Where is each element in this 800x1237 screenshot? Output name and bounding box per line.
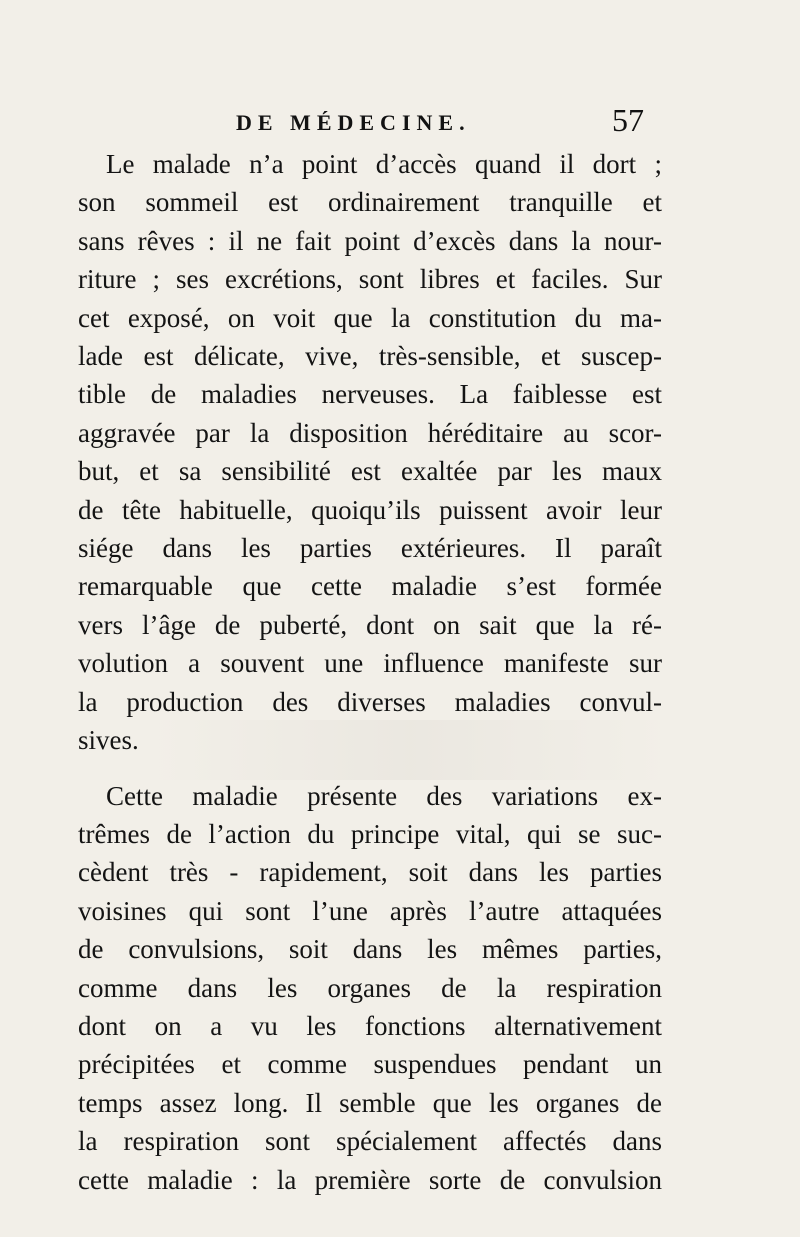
text-line: vers l’âge de puberté, dont on sait que la ré-	[78, 609, 662, 640]
text-line: de tête habituelle, quoiqu’ils puissent avoir leur	[78, 494, 662, 525]
text-line: remarquable que cette maladie s’est formée	[78, 571, 662, 602]
text-line: voisines qui sont l’une après l’autre attaquées	[78, 895, 662, 926]
text-line: sans rêves : il ne fait point d’excès dans la nour-	[78, 225, 662, 256]
page-number: 57	[612, 102, 644, 138]
text-line: comme dans les organes de la respiration	[78, 972, 662, 1003]
page-header	[0, 104, 800, 144]
text-line: Le malade n’a point d’accès quand il dort ;	[106, 149, 662, 179]
paragraph-1	[78, 145, 662, 760]
text-line: de convulsions, soit dans les mêmes parties,	[78, 934, 662, 965]
text-line: riture ; ses excrétions, sont libres et faciles. Sur	[78, 264, 662, 295]
text-line: cet exposé, on voit que la constitution du ma-	[78, 302, 662, 333]
body-text	[78, 145, 662, 1199]
text-line: lade est délicate, vive, très-sensible, et suscep-	[78, 341, 662, 372]
text-line: tible de maladies nerveuses. La faiblesse est	[78, 379, 662, 410]
text-line: précipitées et comme suspendues pendant un	[78, 1049, 662, 1080]
text-line: temps assez long. Il semble que les organes de	[78, 1087, 662, 1118]
text-line: but, et sa sensibilité est exaltée par les maux	[78, 456, 662, 487]
text-line: la production des diverses maladies convul-	[78, 686, 662, 717]
text-line: Cette maladie présente des variations ex-	[106, 780, 662, 811]
text-line: sives.	[78, 725, 139, 756]
text-line: la respiration sont spécialement affectés dans	[78, 1126, 662, 1157]
text-line: cèdent très - rapidement, soit dans les parties	[78, 857, 662, 888]
running-head: DE MÉDECINE.	[236, 110, 471, 135]
paragraph-gap	[78, 760, 662, 777]
text-line: volution a souvent une influence manifeste sur	[78, 648, 662, 679]
text-line: siége dans les parties extérieures. Il paraît	[78, 533, 662, 564]
text-line: trêmes de l’action du principe vital, qui se suc-	[78, 818, 662, 849]
paragraph-2	[78, 777, 662, 1199]
text-line: aggravée par la disposition héréditaire au scor-	[78, 417, 662, 448]
text-line: cette maladie : la première sorte de convulsion	[78, 1164, 662, 1195]
text-line: son sommeil est ordinairement tranquille et	[78, 187, 662, 218]
text-line: dont on a vu les fonctions alternativement	[78, 1010, 662, 1041]
